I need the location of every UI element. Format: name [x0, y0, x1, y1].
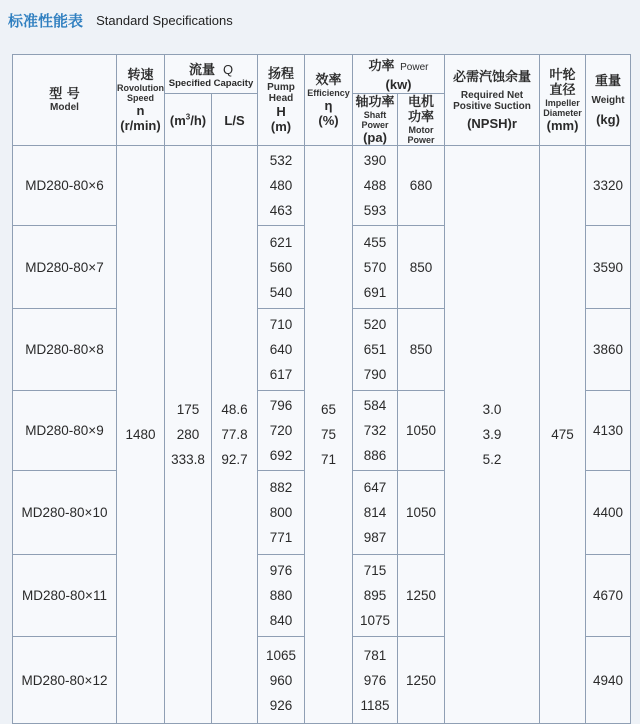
head-cell: 796 720 692 — [258, 391, 305, 471]
head-cell: 710 640 617 — [258, 309, 305, 391]
motor-power-cell: 1250 — [398, 637, 445, 724]
weight-cell: 4670 — [586, 555, 631, 637]
model-cell: MD280-80×12 — [13, 637, 117, 724]
specifications-table — [12, 54, 631, 724]
flow-m3h-cell: 175 280 333.8 — [165, 146, 212, 724]
header-impeller: 叶轮直径 Impeller Diameter (mm) — [540, 55, 586, 146]
shaft-power-cell: 584 732 886 — [353, 391, 398, 471]
motor-power-cell: 1050 — [398, 391, 445, 471]
motor-power-cell: 850 — [398, 309, 445, 391]
shaft-power-cell: 520 651 790 — [353, 309, 398, 391]
header-model: 型 号 Model — [13, 55, 117, 146]
weight-cell: 3320 — [586, 146, 631, 226]
header-flow-ls: L/S — [212, 94, 258, 146]
header-power: 功率 Power (kw) — [353, 55, 445, 94]
model-cell: MD280-80×8 — [13, 309, 117, 391]
model-cell: MD280-80×9 — [13, 391, 117, 471]
shaft-power-cell: 715 895 1075 — [353, 555, 398, 637]
header-npsh: 必需汽蚀余量 Required Net Positive Suction (NPSH)r — [445, 55, 540, 146]
weight-cell: 4400 — [586, 471, 631, 555]
shaft-power-cell: 455 570 691 — [353, 226, 398, 309]
table-body — [13, 146, 631, 724]
head-cell: 976 880 840 — [258, 555, 305, 637]
header-weight: 重量 Weight (kg) — [586, 55, 631, 146]
header-shaft-power: 轴功率 Shaft Power (pa) — [353, 94, 398, 146]
shaft-power-cell: 390 488 593 — [353, 146, 398, 226]
header-flow-m3h: $(m^3/h)$ — [165, 94, 212, 146]
header-flow: 流量 Q Specified Capacity — [165, 55, 258, 94]
weight-cell: 3860 — [586, 309, 631, 391]
impeller-cell: 475 — [540, 146, 586, 724]
head-cell: 621 560 540 — [258, 226, 305, 309]
efficiency-cell: 65 75 71 — [305, 146, 353, 724]
weight-cell: 3590 — [586, 226, 631, 309]
table-header — [13, 55, 631, 146]
header-speed: 转速 Rovolution Speed n (r/min) — [117, 55, 165, 146]
weight-cell: 4130 — [586, 391, 631, 471]
head-cell: 1065 960 926 — [258, 637, 305, 724]
table-row — [13, 146, 631, 226]
page-title — [8, 10, 233, 34]
model-cell: MD280-80×7 — [13, 226, 117, 309]
title-english: Standard Specifications — [96, 13, 233, 28]
flow-ls-cell: 48.6 77.8 92.7 — [212, 146, 258, 724]
shaft-power-cell: 647 814 987 — [353, 471, 398, 555]
shaft-power-cell: 781 976 1185 — [353, 637, 398, 724]
motor-power-cell: 1250 — [398, 555, 445, 637]
model-cell: MD280-80×6 — [13, 146, 117, 226]
head-cell: 882 800 771 — [258, 471, 305, 555]
title-chinese: 标准性能表 — [8, 12, 84, 30]
header-head: 扬程 Pump Head H (m) — [258, 55, 305, 146]
header-motor-power: 电机功率 Motor Power — [398, 94, 445, 146]
header-efficiency: 效率 Efficiency η (%) — [305, 55, 353, 146]
motor-power-cell: 850 — [398, 226, 445, 309]
motor-power-cell: 680 — [398, 146, 445, 226]
model-cell: MD280-80×10 — [13, 471, 117, 555]
speed-cell: 1480 — [117, 146, 165, 724]
model-cell: MD280-80×11 — [13, 555, 117, 637]
weight-cell: 4940 — [586, 637, 631, 724]
npsh-cell: 3.0 3.9 5.2 — [445, 146, 540, 724]
motor-power-cell: 1050 — [398, 471, 445, 555]
head-cell: 532 480 463 — [258, 146, 305, 226]
